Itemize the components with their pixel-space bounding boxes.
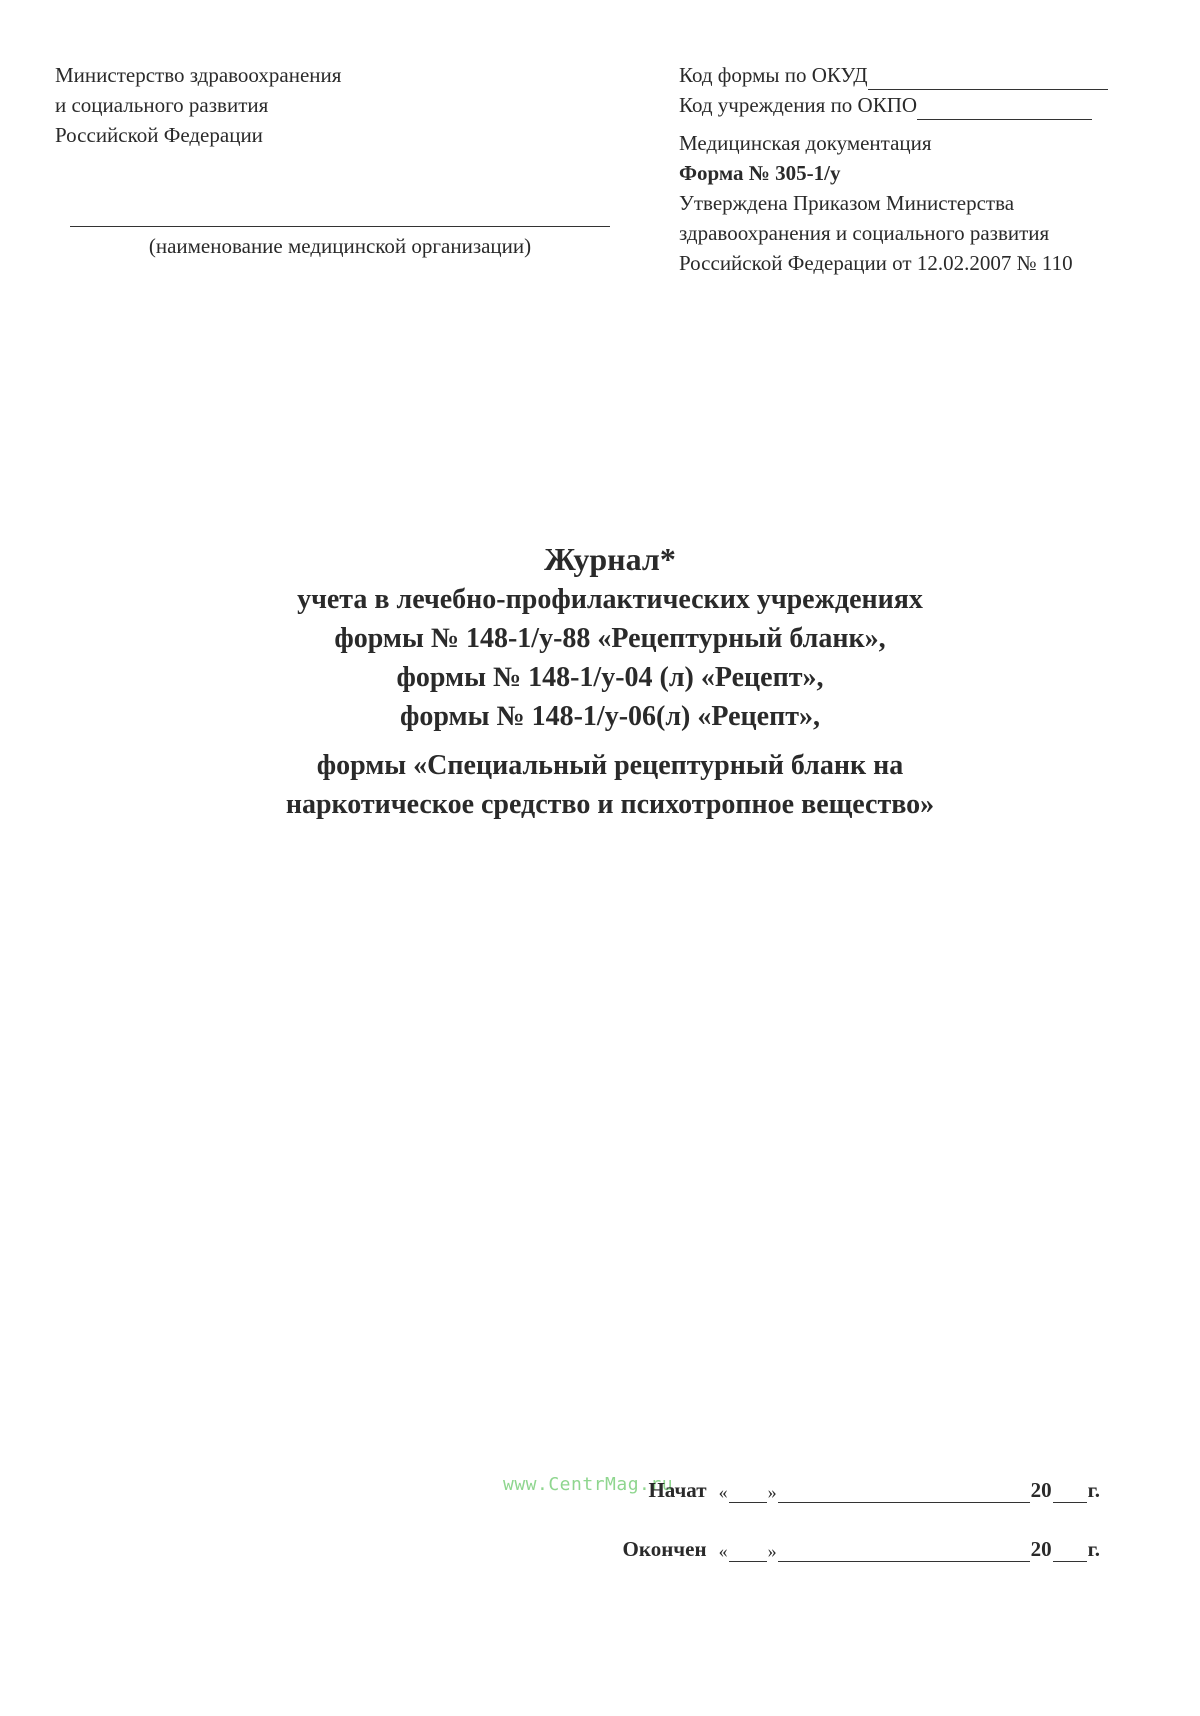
close-quote: » bbox=[767, 1541, 777, 1561]
day-blank bbox=[729, 1482, 767, 1503]
day-blank bbox=[729, 1541, 767, 1562]
approval-line: здравоохранения и социального развития bbox=[679, 221, 1050, 245]
approval-line: Российской Федерации от 12.02.2007 № 110 bbox=[679, 251, 1073, 275]
doc-type: Медицинская документация bbox=[679, 131, 932, 155]
month-blank bbox=[778, 1482, 1030, 1503]
okud-row bbox=[679, 60, 1108, 90]
approval-line: Утверждена Приказом Министерства bbox=[679, 191, 1015, 215]
okud-blank-line bbox=[868, 67, 1108, 90]
year-prefix: 20 bbox=[1030, 1537, 1052, 1561]
okpo-label: Код учреждения по ОКПО bbox=[679, 93, 918, 117]
codes-block bbox=[679, 60, 1108, 120]
journal-title bbox=[100, 538, 1120, 824]
finished-date-row bbox=[500, 1537, 1100, 1562]
title-line: формы № 148-1/у-06(л) «Рецепт», bbox=[400, 701, 820, 732]
finished-label: Окончен bbox=[622, 1537, 707, 1561]
organization-name-caption: (наименование медицинской организации) bbox=[148, 234, 532, 258]
ministry-line: Российской Федерации bbox=[55, 123, 263, 147]
watermark: www.CentrMag.ru bbox=[503, 1474, 674, 1495]
year-suffix: г. bbox=[1087, 1478, 1100, 1502]
ministry-block bbox=[55, 60, 341, 150]
title-line: учета в лечебно-профилактических учреждениях bbox=[297, 584, 923, 615]
okpo-row bbox=[679, 90, 1108, 120]
started-label: Начат bbox=[648, 1478, 707, 1502]
title-spacer bbox=[100, 736, 1120, 746]
okpo-blank-line bbox=[917, 97, 1092, 120]
open-quote: « bbox=[718, 1541, 728, 1561]
title-main: Журнал* bbox=[544, 541, 676, 577]
title-line: формы № 148-1/у-04 (л) «Рецепт», bbox=[396, 662, 824, 693]
year-prefix: 20 bbox=[1030, 1478, 1052, 1502]
started-date-row bbox=[500, 1478, 1100, 1503]
organization-name-field bbox=[70, 226, 610, 259]
year-blank bbox=[1053, 1541, 1087, 1562]
year-suffix: г. bbox=[1087, 1537, 1100, 1561]
form-number: Форма № 305-1/у bbox=[679, 161, 841, 185]
close-quote: » bbox=[767, 1482, 777, 1502]
organization-name-line bbox=[70, 226, 610, 227]
ministry-line: и социального развития bbox=[55, 93, 269, 117]
approval-block bbox=[679, 128, 1073, 278]
ministry-line: Министерство здравоохранения bbox=[55, 63, 342, 87]
title-line: формы «Специальный рецептурный бланк на bbox=[316, 750, 904, 781]
open-quote: « bbox=[718, 1482, 728, 1502]
year-blank bbox=[1053, 1482, 1087, 1503]
title-line: наркотическое средство и психотропное вещество» bbox=[285, 789, 935, 820]
okud-label: Код формы по ОКУД bbox=[679, 63, 868, 87]
title-line: формы № 148-1/у-88 «Рецептурный бланк», bbox=[334, 623, 886, 654]
month-blank bbox=[778, 1541, 1030, 1562]
